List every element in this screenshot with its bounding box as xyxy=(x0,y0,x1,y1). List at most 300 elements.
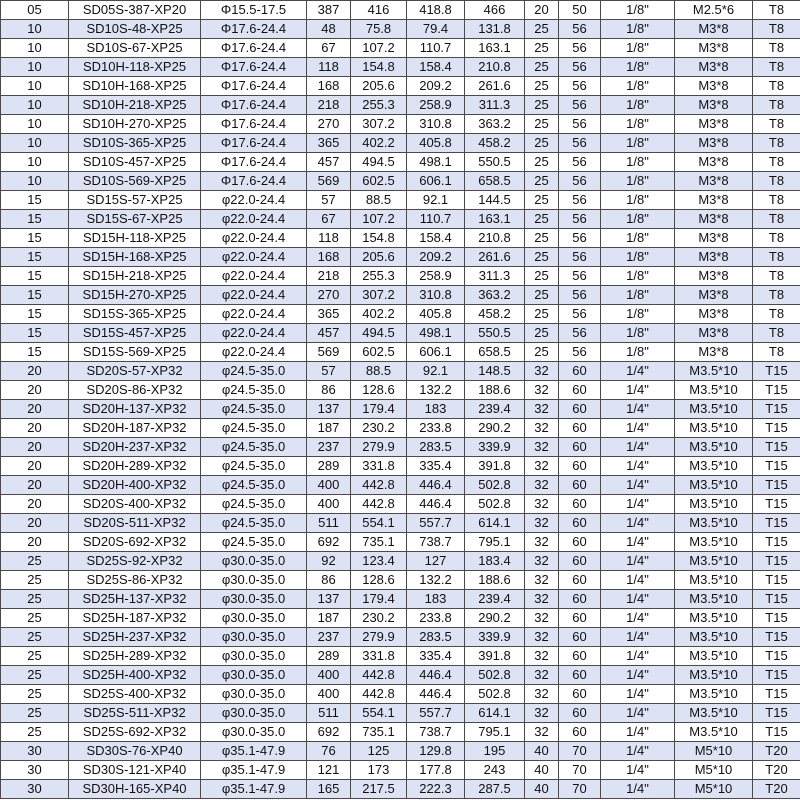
cell-length-b: 494.5 xyxy=(351,324,407,343)
cell-torx: T15 xyxy=(753,457,800,476)
cell-screw: M3.5*10 xyxy=(675,704,753,723)
cell-diameter-range: φ30.0-35.0 xyxy=(201,609,307,628)
cell-length-a: 76 xyxy=(307,742,351,761)
cell-length-d: 658.5 xyxy=(465,172,525,191)
cell-dim-e: 25 xyxy=(525,115,559,134)
cell-torx: T8 xyxy=(753,1,800,20)
cell-screw: M3*8 xyxy=(675,77,753,96)
cell-size: 30 xyxy=(1,761,69,780)
cell-torx: T15 xyxy=(753,552,800,571)
cell-length-d: 311.3 xyxy=(465,96,525,115)
cell-length-c: 335.4 xyxy=(407,647,465,666)
cell-torx: T20 xyxy=(753,742,800,761)
cell-torx: T8 xyxy=(753,96,800,115)
cell-size: 20 xyxy=(1,514,69,533)
table-row xyxy=(1,704,800,723)
cell-length-c: 177.8 xyxy=(407,761,465,780)
cell-diameter-range: φ35.1-47.9 xyxy=(201,761,307,780)
cell-length-c: 738.7 xyxy=(407,723,465,742)
cell-torx: T15 xyxy=(753,514,800,533)
cell-dim-e: 32 xyxy=(525,457,559,476)
cell-torx: T8 xyxy=(753,210,800,229)
cell-torx: T8 xyxy=(753,134,800,153)
cell-thread: 1/8" xyxy=(601,20,675,39)
cell-torx: T15 xyxy=(753,647,800,666)
cell-torx: T15 xyxy=(753,723,800,742)
cell-diameter-range: φ22.0-24.4 xyxy=(201,267,307,286)
cell-length-d: 502.8 xyxy=(465,685,525,704)
cell-diameter-range: φ24.5-35.0 xyxy=(201,381,307,400)
cell-dim-e: 32 xyxy=(525,419,559,438)
cell-diameter-range: Φ17.6-24.4 xyxy=(201,115,307,134)
cell-length-c: 557.7 xyxy=(407,514,465,533)
cell-thread: 1/4" xyxy=(601,552,675,571)
cell-length-b: 279.9 xyxy=(351,628,407,647)
table-row xyxy=(1,248,800,267)
cell-length-a: 289 xyxy=(307,647,351,666)
cell-thread: 1/4" xyxy=(601,685,675,704)
cell-length-b: 125 xyxy=(351,742,407,761)
cell-length-b: 735.1 xyxy=(351,723,407,742)
cell-dim-f: 60 xyxy=(559,514,601,533)
cell-screw: M3*8 xyxy=(675,248,753,267)
cell-dim-e: 32 xyxy=(525,381,559,400)
table-row xyxy=(1,400,800,419)
cell-thread: 1/8" xyxy=(601,286,675,305)
cell-screw: M3.5*10 xyxy=(675,419,753,438)
cell-size: 15 xyxy=(1,248,69,267)
cell-torx: T8 xyxy=(753,229,800,248)
cell-length-a: 511 xyxy=(307,704,351,723)
cell-model: SD15S-457-XP25 xyxy=(69,324,201,343)
cell-model: SD10S-365-XP25 xyxy=(69,134,201,153)
cell-dim-f: 60 xyxy=(559,362,601,381)
cell-dim-e: 32 xyxy=(525,609,559,628)
cell-dim-e: 25 xyxy=(525,286,559,305)
cell-model: SD20H-187-XP32 xyxy=(69,419,201,438)
table-row xyxy=(1,723,800,742)
cell-thread: 1/4" xyxy=(601,628,675,647)
cell-model: SD25H-137-XP32 xyxy=(69,590,201,609)
cell-length-c: 335.4 xyxy=(407,457,465,476)
cell-length-d: 261.6 xyxy=(465,248,525,267)
cell-size: 20 xyxy=(1,400,69,419)
cell-size: 10 xyxy=(1,58,69,77)
cell-thread: 1/4" xyxy=(601,723,675,742)
cell-length-b: 255.3 xyxy=(351,96,407,115)
cell-diameter-range: φ22.0-24.4 xyxy=(201,286,307,305)
cell-length-b: 107.2 xyxy=(351,39,407,58)
cell-length-d: 210.8 xyxy=(465,58,525,77)
cell-diameter-range: φ24.5-35.0 xyxy=(201,400,307,419)
cell-dim-f: 56 xyxy=(559,286,601,305)
cell-thread: 1/4" xyxy=(601,571,675,590)
table-row xyxy=(1,571,800,590)
cell-length-b: 123.4 xyxy=(351,552,407,571)
cell-diameter-range: φ22.0-24.4 xyxy=(201,343,307,362)
cell-dim-e: 25 xyxy=(525,96,559,115)
cell-length-d: 144.5 xyxy=(465,191,525,210)
cell-length-a: 400 xyxy=(307,476,351,495)
cell-dim-f: 60 xyxy=(559,476,601,495)
cell-length-a: 511 xyxy=(307,514,351,533)
cell-screw: M3*8 xyxy=(675,39,753,58)
cell-length-b: 154.8 xyxy=(351,58,407,77)
cell-torx: T8 xyxy=(753,20,800,39)
cell-model: SD10H-118-XP25 xyxy=(69,58,201,77)
cell-size: 10 xyxy=(1,96,69,115)
cell-model: SD15H-168-XP25 xyxy=(69,248,201,267)
cell-model: SD10S-67-XP25 xyxy=(69,39,201,58)
cell-length-b: 554.1 xyxy=(351,514,407,533)
cell-length-b: 331.8 xyxy=(351,457,407,476)
cell-size: 25 xyxy=(1,666,69,685)
cell-torx: T20 xyxy=(753,780,800,799)
table-row xyxy=(1,533,800,552)
cell-length-c: 209.2 xyxy=(407,77,465,96)
cell-length-a: 67 xyxy=(307,210,351,229)
cell-length-b: 442.8 xyxy=(351,476,407,495)
cell-torx: T8 xyxy=(753,115,800,134)
cell-torx: T8 xyxy=(753,58,800,77)
cell-model: SD20H-137-XP32 xyxy=(69,400,201,419)
cell-length-a: 187 xyxy=(307,609,351,628)
cell-diameter-range: φ24.5-35.0 xyxy=(201,533,307,552)
cell-thread: 1/4" xyxy=(601,761,675,780)
table-row xyxy=(1,96,800,115)
cell-screw: M3.5*10 xyxy=(675,362,753,381)
cell-length-b: 735.1 xyxy=(351,533,407,552)
cell-length-c: 446.4 xyxy=(407,666,465,685)
cell-torx: T8 xyxy=(753,153,800,172)
cell-length-c: 446.4 xyxy=(407,476,465,495)
cell-thread: 1/4" xyxy=(601,666,675,685)
cell-thread: 1/4" xyxy=(601,476,675,495)
cell-dim-f: 50 xyxy=(559,1,601,20)
cell-dim-e: 32 xyxy=(525,400,559,419)
cell-diameter-range: φ22.0-24.4 xyxy=(201,191,307,210)
cell-size: 25 xyxy=(1,723,69,742)
cell-length-d: 458.2 xyxy=(465,305,525,324)
cell-dim-f: 60 xyxy=(559,571,601,590)
cell-length-d: 363.2 xyxy=(465,286,525,305)
cell-dim-e: 32 xyxy=(525,685,559,704)
cell-length-c: 183 xyxy=(407,590,465,609)
cell-length-b: 279.9 xyxy=(351,438,407,457)
cell-diameter-range: Φ17.6-24.4 xyxy=(201,172,307,191)
table-row xyxy=(1,761,800,780)
cell-dim-e: 25 xyxy=(525,324,559,343)
cell-thread: 1/4" xyxy=(601,590,675,609)
cell-model: SD20H-400-XP32 xyxy=(69,476,201,495)
cell-dim-e: 40 xyxy=(525,761,559,780)
cell-dim-e: 25 xyxy=(525,153,559,172)
cell-dim-f: 70 xyxy=(559,761,601,780)
cell-size: 20 xyxy=(1,362,69,381)
cell-length-c: 183 xyxy=(407,400,465,419)
cell-diameter-range: Φ17.6-24.4 xyxy=(201,153,307,172)
cell-length-b: 205.6 xyxy=(351,248,407,267)
cell-model: SD20S-692-XP32 xyxy=(69,533,201,552)
cell-thread: 1/8" xyxy=(601,229,675,248)
cell-model: SD15H-218-XP25 xyxy=(69,267,201,286)
cell-diameter-range: φ30.0-35.0 xyxy=(201,647,307,666)
cell-dim-f: 60 xyxy=(559,723,601,742)
table-row xyxy=(1,172,800,191)
cell-size: 10 xyxy=(1,115,69,134)
table-row xyxy=(1,134,800,153)
cell-model: SD10S-48-XP25 xyxy=(69,20,201,39)
table-row xyxy=(1,324,800,343)
cell-screw: M5*10 xyxy=(675,761,753,780)
cell-torx: T15 xyxy=(753,666,800,685)
cell-length-d: 239.4 xyxy=(465,590,525,609)
cell-length-a: 165 xyxy=(307,780,351,799)
cell-model: SD25H-400-XP32 xyxy=(69,666,201,685)
cell-length-a: 457 xyxy=(307,153,351,172)
cell-length-c: 405.8 xyxy=(407,134,465,153)
cell-length-a: 270 xyxy=(307,115,351,134)
table-row xyxy=(1,552,800,571)
cell-size: 15 xyxy=(1,286,69,305)
cell-size: 10 xyxy=(1,20,69,39)
cell-torx: T8 xyxy=(753,305,800,324)
cell-diameter-range: φ24.5-35.0 xyxy=(201,476,307,495)
cell-model: SD15S-67-XP25 xyxy=(69,210,201,229)
cell-model: SD05S-387-XP20 xyxy=(69,1,201,20)
cell-diameter-range: φ30.0-35.0 xyxy=(201,723,307,742)
cell-screw: M3*8 xyxy=(675,172,753,191)
cell-length-c: 132.2 xyxy=(407,381,465,400)
cell-length-d: 795.1 xyxy=(465,533,525,552)
cell-thread: 1/8" xyxy=(601,134,675,153)
cell-length-a: 270 xyxy=(307,286,351,305)
cell-length-a: 400 xyxy=(307,495,351,514)
cell-diameter-range: Φ17.6-24.4 xyxy=(201,96,307,115)
cell-length-c: 158.4 xyxy=(407,58,465,77)
cell-length-a: 168 xyxy=(307,77,351,96)
cell-length-c: 418.8 xyxy=(407,1,465,20)
cell-size: 15 xyxy=(1,324,69,343)
cell-length-c: 132.2 xyxy=(407,571,465,590)
cell-thread: 1/4" xyxy=(601,609,675,628)
table-row xyxy=(1,647,800,666)
cell-size: 15 xyxy=(1,191,69,210)
cell-dim-f: 60 xyxy=(559,381,601,400)
cell-diameter-range: φ30.0-35.0 xyxy=(201,590,307,609)
table-row xyxy=(1,362,800,381)
cell-diameter-range: φ22.0-24.4 xyxy=(201,248,307,267)
cell-thread: 1/8" xyxy=(601,1,675,20)
table-row xyxy=(1,153,800,172)
cell-dim-f: 56 xyxy=(559,324,601,343)
cell-length-b: 494.5 xyxy=(351,153,407,172)
cell-length-d: 391.8 xyxy=(465,457,525,476)
cell-diameter-range: φ35.1-47.9 xyxy=(201,742,307,761)
cell-size: 05 xyxy=(1,1,69,20)
cell-length-d: 363.2 xyxy=(465,115,525,134)
cell-diameter-range: φ30.0-35.0 xyxy=(201,571,307,590)
cell-model: SD10H-270-XP25 xyxy=(69,115,201,134)
cell-model: SD25S-400-XP32 xyxy=(69,685,201,704)
cell-screw: M3.5*10 xyxy=(675,457,753,476)
table-row xyxy=(1,666,800,685)
cell-dim-f: 60 xyxy=(559,628,601,647)
cell-length-a: 365 xyxy=(307,305,351,324)
cell-size: 20 xyxy=(1,495,69,514)
cell-screw: M3*8 xyxy=(675,191,753,210)
cell-length-b: 402.2 xyxy=(351,134,407,153)
cell-length-a: 57 xyxy=(307,191,351,210)
cell-size: 20 xyxy=(1,419,69,438)
cell-length-c: 310.8 xyxy=(407,115,465,134)
cell-length-b: 554.1 xyxy=(351,704,407,723)
cell-thread: 1/8" xyxy=(601,248,675,267)
cell-length-a: 218 xyxy=(307,267,351,286)
cell-length-d: 614.1 xyxy=(465,704,525,723)
cell-model: SD30S-76-XP40 xyxy=(69,742,201,761)
cell-screw: M3*8 xyxy=(675,210,753,229)
cell-dim-f: 60 xyxy=(559,704,601,723)
cell-model: SD20S-57-XP32 xyxy=(69,362,201,381)
cell-dim-f: 60 xyxy=(559,609,601,628)
cell-length-d: 210.8 xyxy=(465,229,525,248)
cell-size: 25 xyxy=(1,571,69,590)
cell-screw: M3.5*10 xyxy=(675,381,753,400)
cell-dim-f: 56 xyxy=(559,58,601,77)
cell-thread: 1/8" xyxy=(601,172,675,191)
cell-screw: M3*8 xyxy=(675,286,753,305)
cell-thread: 1/8" xyxy=(601,77,675,96)
cell-thread: 1/8" xyxy=(601,210,675,229)
cell-length-b: 107.2 xyxy=(351,210,407,229)
cell-dim-e: 32 xyxy=(525,476,559,495)
cell-length-a: 569 xyxy=(307,172,351,191)
cell-size: 10 xyxy=(1,134,69,153)
cell-model: SD25S-511-XP32 xyxy=(69,704,201,723)
cell-dim-f: 56 xyxy=(559,229,601,248)
cell-length-b: 128.6 xyxy=(351,381,407,400)
cell-length-a: 187 xyxy=(307,419,351,438)
table-row xyxy=(1,286,800,305)
cell-diameter-range: φ30.0-35.0 xyxy=(201,628,307,647)
cell-length-c: 158.4 xyxy=(407,229,465,248)
cell-length-c: 209.2 xyxy=(407,248,465,267)
cell-length-a: 569 xyxy=(307,343,351,362)
cell-model: SD20H-237-XP32 xyxy=(69,438,201,457)
cell-screw: M3.5*10 xyxy=(675,685,753,704)
cell-model: SD25H-237-XP32 xyxy=(69,628,201,647)
cell-length-d: 287.5 xyxy=(465,780,525,799)
cell-length-b: 205.6 xyxy=(351,77,407,96)
cell-size: 15 xyxy=(1,267,69,286)
table-row xyxy=(1,210,800,229)
cell-screw: M5*10 xyxy=(675,742,753,761)
cell-screw: M3*8 xyxy=(675,343,753,362)
cell-screw: M3*8 xyxy=(675,229,753,248)
cell-length-b: 88.5 xyxy=(351,362,407,381)
cell-screw: M3.5*10 xyxy=(675,476,753,495)
cell-diameter-range: φ22.0-24.4 xyxy=(201,210,307,229)
cell-length-a: 57 xyxy=(307,362,351,381)
cell-screw: M2.5*6 xyxy=(675,1,753,20)
cell-dim-e: 32 xyxy=(525,533,559,552)
cell-length-b: 602.5 xyxy=(351,343,407,362)
cell-diameter-range: φ22.0-24.4 xyxy=(201,324,307,343)
cell-size: 10 xyxy=(1,77,69,96)
cell-screw: M3*8 xyxy=(675,96,753,115)
cell-size: 25 xyxy=(1,590,69,609)
cell-diameter-range: φ24.5-35.0 xyxy=(201,438,307,457)
cell-screw: M3.5*10 xyxy=(675,666,753,685)
cell-length-d: 339.9 xyxy=(465,438,525,457)
cell-screw: M3.5*10 xyxy=(675,590,753,609)
cell-screw: M5*10 xyxy=(675,780,753,799)
cell-dim-e: 25 xyxy=(525,39,559,58)
cell-length-c: 283.5 xyxy=(407,628,465,647)
cell-dim-f: 60 xyxy=(559,457,601,476)
cell-screw: M3*8 xyxy=(675,115,753,134)
table-row xyxy=(1,191,800,210)
cell-length-d: 195 xyxy=(465,742,525,761)
cell-size: 25 xyxy=(1,647,69,666)
cell-dim-f: 56 xyxy=(559,343,601,362)
cell-diameter-range: φ24.5-35.0 xyxy=(201,419,307,438)
cell-dim-e: 32 xyxy=(525,628,559,647)
cell-model: SD25H-187-XP32 xyxy=(69,609,201,628)
cell-torx: T8 xyxy=(753,39,800,58)
cell-length-c: 258.9 xyxy=(407,96,465,115)
cell-torx: T15 xyxy=(753,628,800,647)
cell-torx: T8 xyxy=(753,343,800,362)
cell-length-c: 446.4 xyxy=(407,495,465,514)
table-row xyxy=(1,457,800,476)
cell-thread: 1/4" xyxy=(601,704,675,723)
cell-length-d: 188.6 xyxy=(465,381,525,400)
cell-length-b: 307.2 xyxy=(351,286,407,305)
cell-thread: 1/4" xyxy=(601,400,675,419)
cell-thread: 1/8" xyxy=(601,58,675,77)
cell-size: 20 xyxy=(1,476,69,495)
cell-size: 20 xyxy=(1,438,69,457)
cell-length-d: 163.1 xyxy=(465,210,525,229)
table-row xyxy=(1,229,800,248)
cell-length-b: 75.8 xyxy=(351,20,407,39)
cell-length-d: 550.5 xyxy=(465,324,525,343)
table-row xyxy=(1,77,800,96)
cell-length-d: 658.5 xyxy=(465,343,525,362)
table-row xyxy=(1,58,800,77)
cell-torx: T15 xyxy=(753,571,800,590)
cell-length-a: 218 xyxy=(307,96,351,115)
cell-model: SD20H-289-XP32 xyxy=(69,457,201,476)
table-row xyxy=(1,590,800,609)
cell-model: SD15S-57-XP25 xyxy=(69,191,201,210)
cell-screw: M3*8 xyxy=(675,20,753,39)
cell-dim-f: 70 xyxy=(559,780,601,799)
cell-length-a: 118 xyxy=(307,229,351,248)
cell-torx: T15 xyxy=(753,400,800,419)
cell-length-b: 416 xyxy=(351,1,407,20)
table-row xyxy=(1,419,800,438)
cell-thread: 1/8" xyxy=(601,343,675,362)
cell-thread: 1/4" xyxy=(601,742,675,761)
table-row xyxy=(1,39,800,58)
cell-dim-e: 32 xyxy=(525,666,559,685)
cell-length-b: 442.8 xyxy=(351,495,407,514)
cell-length-d: 502.8 xyxy=(465,495,525,514)
cell-length-d: 339.9 xyxy=(465,628,525,647)
